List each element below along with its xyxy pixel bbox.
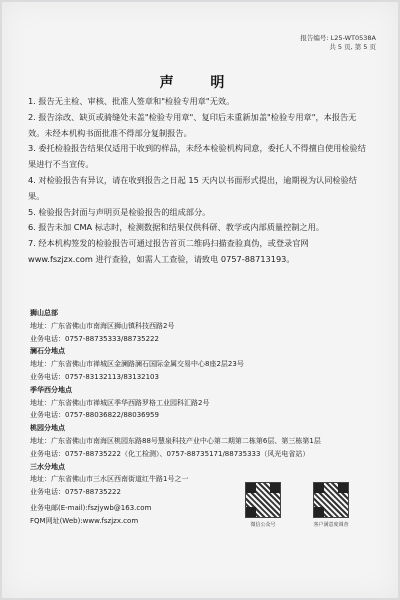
clause-4: 4. 对检验报告有异议，请在收到报告之日起 15 天内以书面形式提出，逾期视为认同检验结果。 [28, 174, 357, 201]
document-page [2, 2, 398, 598]
footer-website: FQM网址(Web):www.fszjzx.com [30, 516, 139, 525]
page-title: 声 明 [159, 75, 241, 91]
office-phone: 业务电话：0757-88735222（化工检测）、0757-88735171/88735333（风光电省站） [30, 449, 310, 458]
office-phone: 业务电话：0757-88036822/88036959 [30, 411, 159, 420]
statement-clauses [28, 94, 372, 268]
office-name: 澜石分地点 [30, 347, 65, 356]
clause-1: 1. 报告无主检、审核、批准人签章和"检验专用章"无效。 [28, 96, 235, 106]
office-address: 地址：广东省佛山市禅城区金澜路澜石国际金属交易中心8座2层23号 [30, 360, 244, 369]
office-list [30, 307, 378, 499]
office-address: 地址：广东省佛山市南海区桃园东路88号慧泉科技产业中心第二期第二栋第6层、第三栋第1层 [30, 436, 321, 445]
office-phone: 业务电话：0757-88735333/88735222 [30, 334, 159, 343]
office-item [30, 307, 378, 345]
clause-6: 6. 报告未加 CMA 标志时，检测数据和结果仅供科研、教学或内部质量控制之用。 [28, 222, 325, 233]
contact-footer [30, 502, 151, 528]
office-address: 地址：广东省佛山市南海区狮山镇科技西路2号 [30, 321, 175, 330]
clause-2: 2. 报告涂改、缺页或骑缝处未盖"检验专用章"、复印后未重新加盖"检验专用章"，本报告无效。未经本机构书面批准不得部分复制报告。 [28, 111, 357, 138]
office-name: 狮山总部 [30, 309, 58, 317]
office-item [30, 422, 378, 460]
clause-3: 3. 委托检验报告结果仅适用于收到的样品，未经本检验机构同意，委托人不得擅自使用检验结果进行不当宣传。 [28, 143, 366, 170]
clause-5: 5. 检验报告封面与声明页是检验报告的组成部分。 [28, 206, 211, 217]
clause-7: 7. 经本机构签发的检验报告可通过报告首页二维码扫描查验真伪，或登录官网 www.fszjzx.com 进行查验，如需人工查验，请致电 0757-88713193。 [28, 238, 309, 264]
wechat-qr-block [238, 482, 288, 528]
office-address: 地址：广东省佛山市三水区西南街道红牛路1号之一 [30, 475, 189, 484]
office-name: 季华西分地点 [30, 385, 72, 394]
office-address: 地址：广东省佛山市禅城区季华西路罗格工业园科汇路2号 [30, 398, 210, 407]
survey-qr-block [306, 482, 356, 528]
report-number: 报告编号: L25-WT0538A [300, 34, 376, 42]
office-item [30, 384, 378, 422]
office-name: 桃园分地点 [30, 424, 65, 433]
qr-code-icon[interactable] [313, 482, 349, 518]
office-name: 三水分地点 [30, 462, 65, 471]
qr-label: 微信公众号 [250, 522, 276, 528]
page-info: 共 5 页, 第 5 页 [329, 43, 376, 51]
report-number-block [300, 34, 376, 52]
office-phone: 业务电话：0757-88735222 [30, 488, 121, 497]
office-phone: 业务电话：0757-83132113/83132103 [30, 372, 159, 381]
qr-label: 客户满意度调查 [313, 522, 349, 528]
qr-code-icon[interactable] [245, 482, 281, 518]
footer-email: 业务电邮(E-mail):fszjywb@163.com [30, 504, 152, 512]
office-item [30, 345, 378, 383]
